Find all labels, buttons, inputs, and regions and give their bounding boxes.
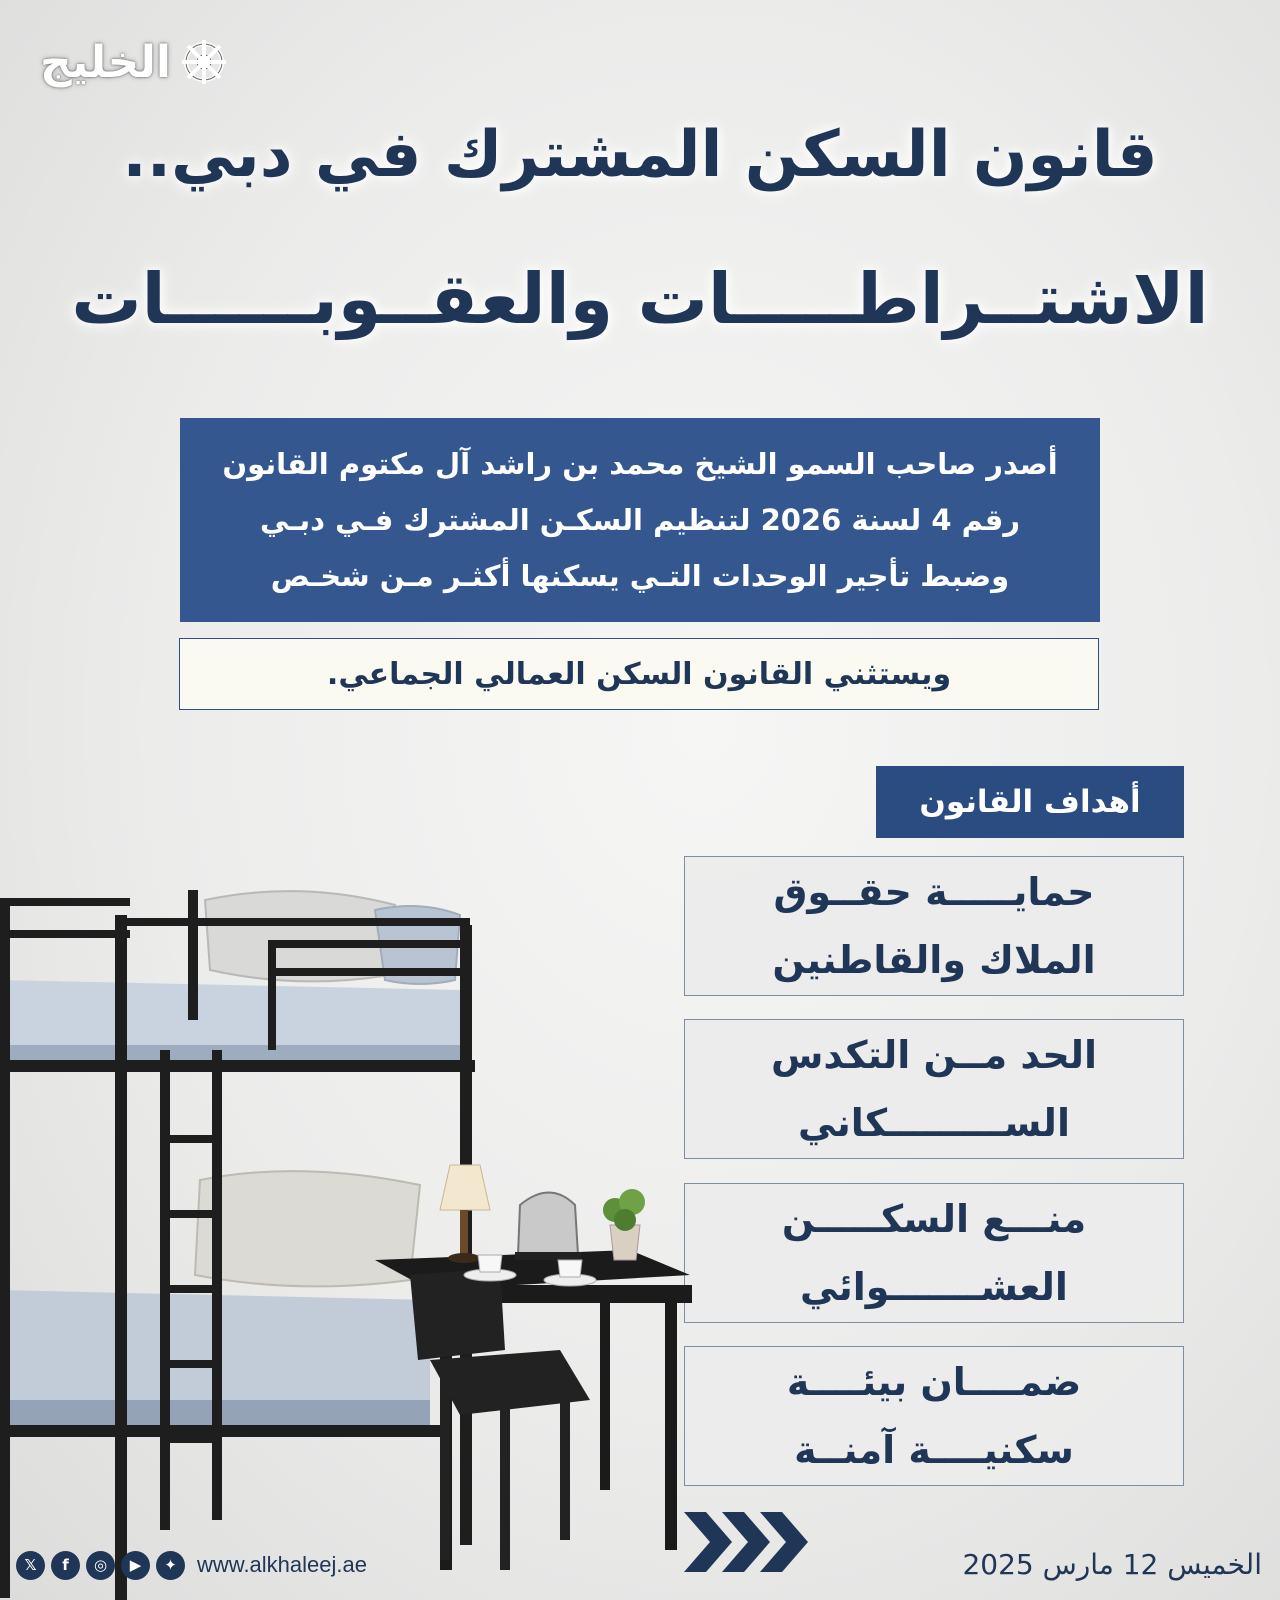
goal-line: الســـــــــكاني — [798, 1101, 1070, 1145]
logo-wordmark: الخليج — [40, 36, 171, 88]
goals-header-label: أهداف القانون — [919, 784, 1141, 820]
x-icon[interactable]: 𝕏 — [16, 1551, 45, 1580]
intro-line: أصدر صاحب السمو الشيخ محمد بن راشد آل مكتوم القانون — [222, 447, 1058, 481]
exception-box — [179, 638, 1099, 710]
goal-item — [684, 856, 1184, 996]
snapchat-icon[interactable]: ✦ — [156, 1551, 185, 1580]
youtube-icon[interactable]: ▶ — [121, 1551, 150, 1580]
goal-line: منـــع السكـــــن — [781, 1197, 1087, 1241]
goal-line: ضمــــان بيئــــة — [786, 1360, 1082, 1404]
goal-item — [684, 1346, 1184, 1486]
goal-line: الملاك والقاطنين — [772, 938, 1096, 982]
instagram-icon[interactable]: ◎ — [86, 1551, 115, 1580]
goal-item — [684, 1183, 1184, 1323]
compass-emblem-icon — [181, 39, 227, 85]
brand-logo — [40, 32, 290, 92]
chevron-right-icon — [684, 1510, 812, 1574]
footer-social — [16, 1545, 367, 1585]
goal-line: حمايـــــة حقــوق — [773, 870, 1095, 914]
goal-item — [684, 1019, 1184, 1159]
intro-box — [180, 418, 1100, 622]
intro-line: رقم 4 لسنة 2026 لتنظيم السكـن المشترك فـي دبـي — [259, 503, 1021, 537]
goal-line: سكنيــــة آمنــة — [794, 1428, 1074, 1472]
intro-line: وضبط تأجير الوحدات التـي يسكنها أكثـر مـن شخـص — [270, 559, 1010, 593]
goals-header — [876, 766, 1184, 838]
exception-text: ويستثني القانون السكن العمالي الجماعي. — [326, 656, 952, 692]
page-title-line1: قانون السكن المشترك في دبي.. — [122, 118, 1158, 192]
facebook-icon[interactable]: f — [51, 1551, 80, 1580]
goal-line: العشـــــــوائي — [800, 1265, 1068, 1309]
bunk-bed-illustration — [0, 880, 700, 1600]
goal-line: الحد مــن التكدس — [770, 1033, 1098, 1077]
page-title-line2: الاشتــراطـــــات والعقــوبــــــات — [71, 258, 1209, 340]
publish-date: الخميس 12 مارس 2025 — [962, 1548, 1262, 1581]
website-link[interactable]: www.alkhaleej.ae — [197, 1552, 367, 1577]
